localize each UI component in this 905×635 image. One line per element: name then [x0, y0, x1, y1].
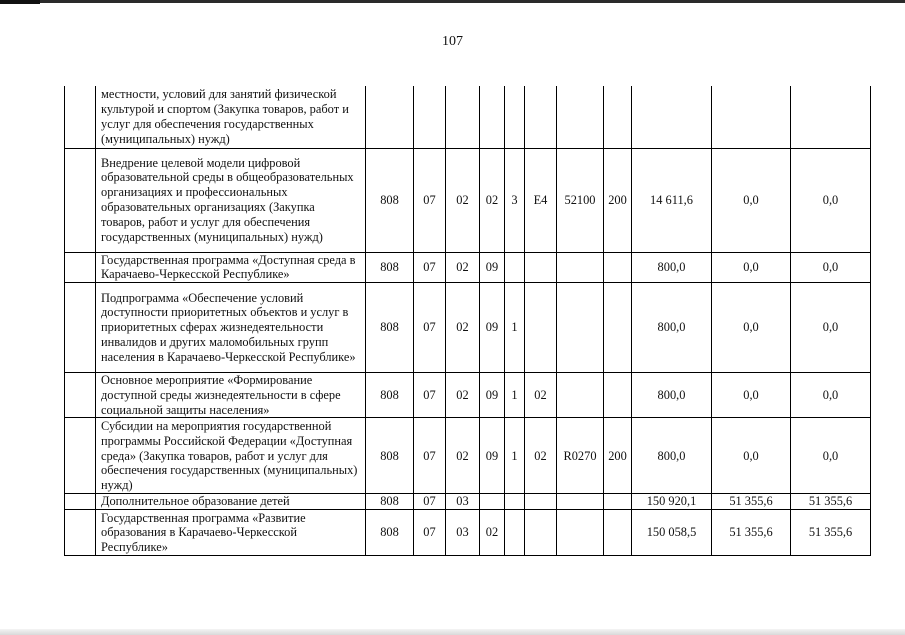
event-code: [525, 86, 557, 148]
program-code: 09: [480, 373, 505, 418]
table-row: [65, 86, 871, 148]
section-code: 07: [414, 418, 446, 494]
program-code: 09: [480, 252, 505, 283]
row-name: Внедрение целевой модели цифровой образовательной среды в общеобразовательных организациях и профессиональных образовательных организациях (Закупка товаров, работ и услуг для обеспечения государственных (муниципальных) нужд): [96, 148, 366, 252]
amount-year-3: 51 355,6: [791, 510, 871, 556]
program-code: [480, 494, 505, 510]
row-margin-cell: [65, 510, 96, 556]
amount-year-3: 0,0: [791, 148, 871, 252]
row-margin-cell: [65, 494, 96, 510]
scan-edge-mark: [0, 0, 40, 4]
amount-year-3: 0,0: [791, 373, 871, 418]
event-code: [525, 252, 557, 283]
row-name: Основное мероприятие «Формирование доступной среды жизнедеятельности в сфере социальной защиты населения»: [96, 373, 366, 418]
subsection-code: 02: [446, 418, 480, 494]
subsection-code: 03: [446, 510, 480, 556]
subprogram-code: [505, 252, 525, 283]
table-row: [65, 148, 871, 252]
direction-code: R0270: [557, 418, 604, 494]
subsection-code: 03: [446, 494, 480, 510]
amount-year-1: 150 058,5: [632, 510, 712, 556]
table-row: [65, 418, 871, 494]
row-margin-cell: [65, 283, 96, 373]
row-margin-cell: [65, 252, 96, 283]
event-code: 02: [525, 418, 557, 494]
amount-year-2: 0,0: [712, 283, 791, 373]
department-code: 808: [366, 252, 414, 283]
amount-year-3: 0,0: [791, 418, 871, 494]
section-code: 07: [414, 510, 446, 556]
event-code: [525, 494, 557, 510]
table-row: [65, 283, 871, 373]
direction-code: 52100: [557, 148, 604, 252]
section-code: [414, 86, 446, 148]
amount-year-1: 800,0: [632, 252, 712, 283]
subsection-code: 02: [446, 283, 480, 373]
table-row: [65, 252, 871, 283]
department-code: 808: [366, 494, 414, 510]
expense-type: [604, 86, 632, 148]
subsection-code: [446, 86, 480, 148]
direction-code: [557, 494, 604, 510]
direction-code: [557, 86, 604, 148]
amount-year-2: 0,0: [712, 373, 791, 418]
event-code: E4: [525, 148, 557, 252]
amount-year-3: 51 355,6: [791, 494, 871, 510]
amount-year-1: 150 920,1: [632, 494, 712, 510]
direction-code: [557, 510, 604, 556]
expense-type: [604, 494, 632, 510]
program-code: 02: [480, 510, 505, 556]
table-row: [65, 373, 871, 418]
row-margin-cell: [65, 86, 96, 148]
program-code: 09: [480, 283, 505, 373]
expense-type: [604, 283, 632, 373]
amount-year-2: 0,0: [712, 252, 791, 283]
amount-year-1: 800,0: [632, 418, 712, 494]
subprogram-code: [505, 86, 525, 148]
table-row: [65, 494, 871, 510]
budget-table: [64, 86, 871, 556]
scan-edge-bottom: [0, 629, 905, 635]
department-code: 808: [366, 418, 414, 494]
amount-year-3: [791, 86, 871, 148]
section-code: 07: [414, 252, 446, 283]
section-code: 07: [414, 373, 446, 418]
row-name: местности, условий для занятий физической культурой и спортом (Закупка товаров, работ и услуг для обеспечения государственных (муниципальных) нужд): [96, 86, 366, 148]
program-code: 09: [480, 418, 505, 494]
amount-year-2: [712, 86, 791, 148]
row-margin-cell: [65, 373, 96, 418]
department-code: [366, 86, 414, 148]
direction-code: [557, 252, 604, 283]
section-code: 07: [414, 283, 446, 373]
amount-year-1: 800,0: [632, 283, 712, 373]
amount-year-2: 51 355,6: [712, 510, 791, 556]
expense-type: [604, 252, 632, 283]
row-name: Подпрограмма «Обеспечение условий доступности приоритетных объектов и услуг в приоритетных сферах жизнедеятельности инвалидов и других маломобильных групп населения в Карачаево-Черкесской Республике»: [96, 283, 366, 373]
department-code: 808: [366, 510, 414, 556]
expense-type: 200: [604, 418, 632, 494]
row-margin-cell: [65, 418, 96, 494]
expense-type: [604, 510, 632, 556]
amount-year-2: 0,0: [712, 418, 791, 494]
amount-year-3: 0,0: [791, 252, 871, 283]
direction-code: [557, 373, 604, 418]
table-body: [65, 86, 871, 556]
section-code: 07: [414, 148, 446, 252]
expense-type: [604, 373, 632, 418]
row-name: Государственная программа «Развитие образования в Карачаево-Черкесской Республике»: [96, 510, 366, 556]
subprogram-code: [505, 510, 525, 556]
table-row: [65, 510, 871, 556]
amount-year-3: 0,0: [791, 283, 871, 373]
event-code: 02: [525, 373, 557, 418]
section-code: 07: [414, 494, 446, 510]
expense-type: 200: [604, 148, 632, 252]
subprogram-code: 1: [505, 283, 525, 373]
row-name: Дополнительное образование детей: [96, 494, 366, 510]
program-code: 02: [480, 148, 505, 252]
row-margin-cell: [65, 148, 96, 252]
scan-edge-top: [0, 0, 905, 3]
amount-year-2: 0,0: [712, 148, 791, 252]
row-name: Субсидии на мероприятия государственной программы Российской Федерации «Доступная среда» (Закупка товаров, работ и услуг для обеспечения государственных (муниципальных) нужд): [96, 418, 366, 494]
subprogram-code: 3: [505, 148, 525, 252]
amount-year-1: [632, 86, 712, 148]
amount-year-1: 800,0: [632, 373, 712, 418]
subprogram-code: 1: [505, 373, 525, 418]
department-code: 808: [366, 283, 414, 373]
row-name: Государственная программа «Доступная среда в Карачаево-Черкесской Республике»: [96, 252, 366, 283]
event-code: [525, 510, 557, 556]
department-code: 808: [366, 148, 414, 252]
amount-year-2: 51 355,6: [712, 494, 791, 510]
subprogram-code: 1: [505, 418, 525, 494]
program-code: [480, 86, 505, 148]
subprogram-code: [505, 494, 525, 510]
subsection-code: 02: [446, 148, 480, 252]
event-code: [525, 283, 557, 373]
amount-year-1: 14 611,6: [632, 148, 712, 252]
department-code: 808: [366, 373, 414, 418]
subsection-code: 02: [446, 373, 480, 418]
direction-code: [557, 283, 604, 373]
subsection-code: 02: [446, 252, 480, 283]
page-number: 107: [442, 34, 463, 49]
